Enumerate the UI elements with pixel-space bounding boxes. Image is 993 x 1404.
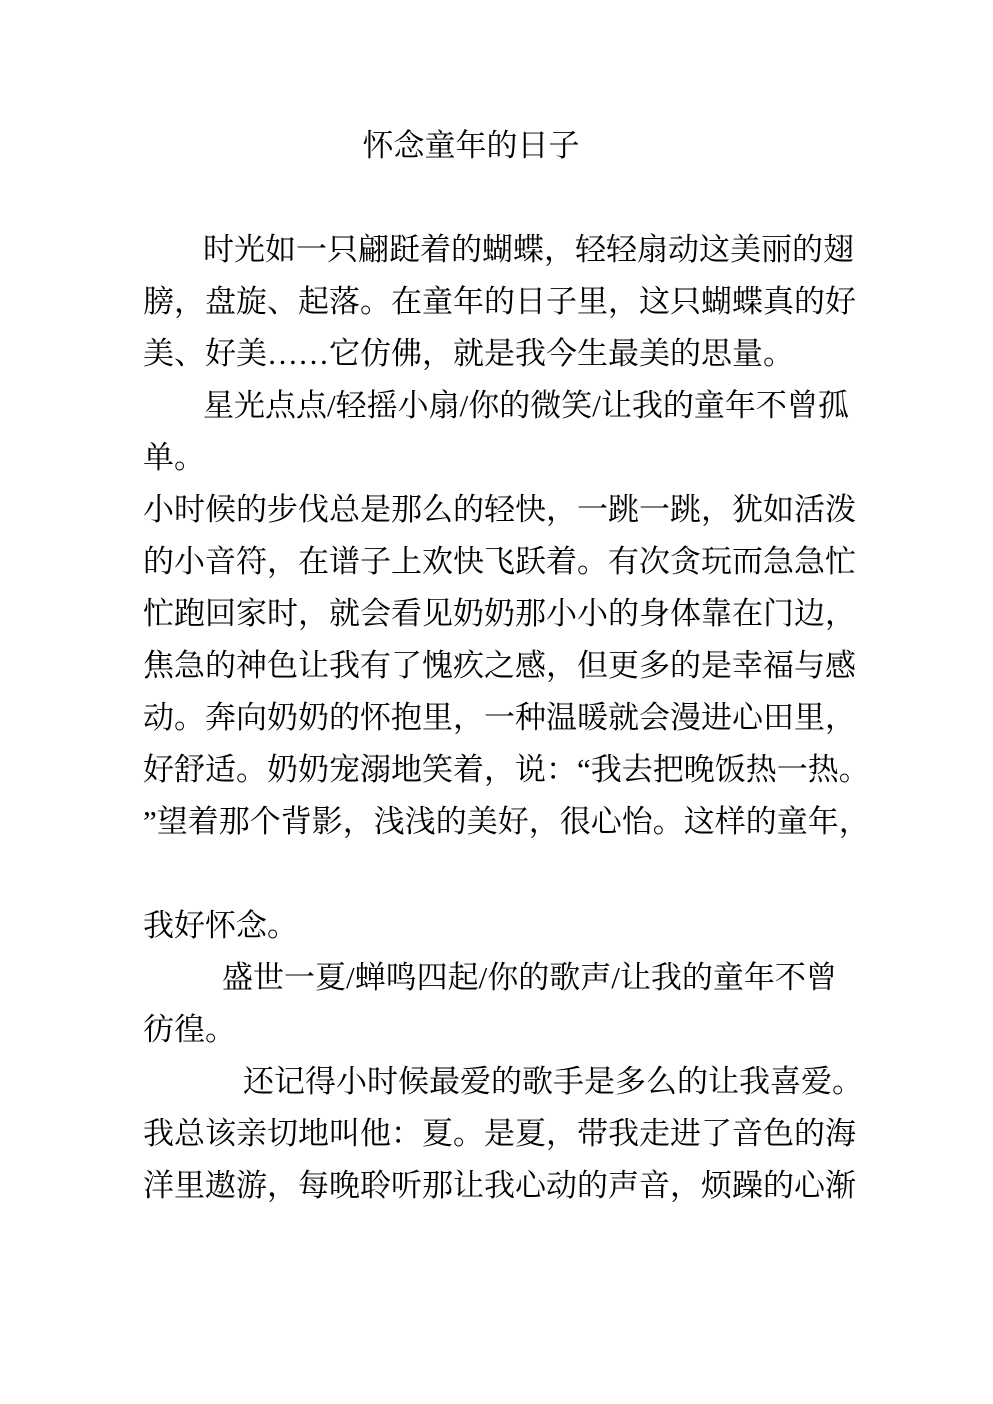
text-line: 彷徨。 xyxy=(143,1012,236,1047)
text-line: 忙跑回家时，就会看见奶奶那小小的身体靠在门边， xyxy=(143,596,856,631)
text-line: 洋里遨游，每晚聆听那让我心动的声音，烦躁的心渐 xyxy=(143,1168,856,1203)
text-line: 好舒适。奶奶宠溺地笑着，说：“我去把晚饭热一热。 xyxy=(143,752,870,787)
text-line: 星光点点/轻摇小扇/你的微笑/让我的童年不曾孤 xyxy=(203,388,849,423)
text-line: 盛世一夏/蝉鸣四起/你的歌声/让我的童年不曾 xyxy=(222,960,837,995)
text-line: 时光如一只翩跹着的蝴蝶，轻轻扇动这美丽的翅 xyxy=(203,232,854,267)
text-line: 我好怀念。 xyxy=(143,908,298,943)
text-line: ”望着那个背影，浅浅的美好，很心怡。这样的童年， xyxy=(143,804,870,839)
text-line: 我总该亲切地叫他：夏。是夏，带我走进了音色的海 xyxy=(143,1116,856,1151)
text-line: 动。奔向奶奶的怀抱里，一种温暖就会漫进心田里， xyxy=(143,700,856,735)
document-title: 怀念童年的日子 xyxy=(362,128,580,163)
text-line: 焦急的神色让我有了愧疚之感，但更多的是幸福与感 xyxy=(143,648,856,683)
paragraph-lines xyxy=(143,224,870,1212)
document-body xyxy=(143,120,870,1212)
text-line: 小时候的步伐总是那么的轻快，一跳一跳，犹如活泼 xyxy=(143,492,856,527)
text-line: 的小音符，在谱子上欢快飞跃着。有次贪玩而急急忙 xyxy=(143,544,856,579)
text-line: 美、好美……它仿佛，就是我今生最美的思量。 xyxy=(143,336,794,371)
text-line: 还记得小时候最爱的歌手是多么的让我喜爱。 xyxy=(243,1064,863,1099)
text-line: 膀，盘旋、起落。在童年的日子里，这只蝴蝶真的好 xyxy=(143,284,856,319)
text-line: 单。 xyxy=(143,440,205,475)
blank-line xyxy=(143,848,855,900)
